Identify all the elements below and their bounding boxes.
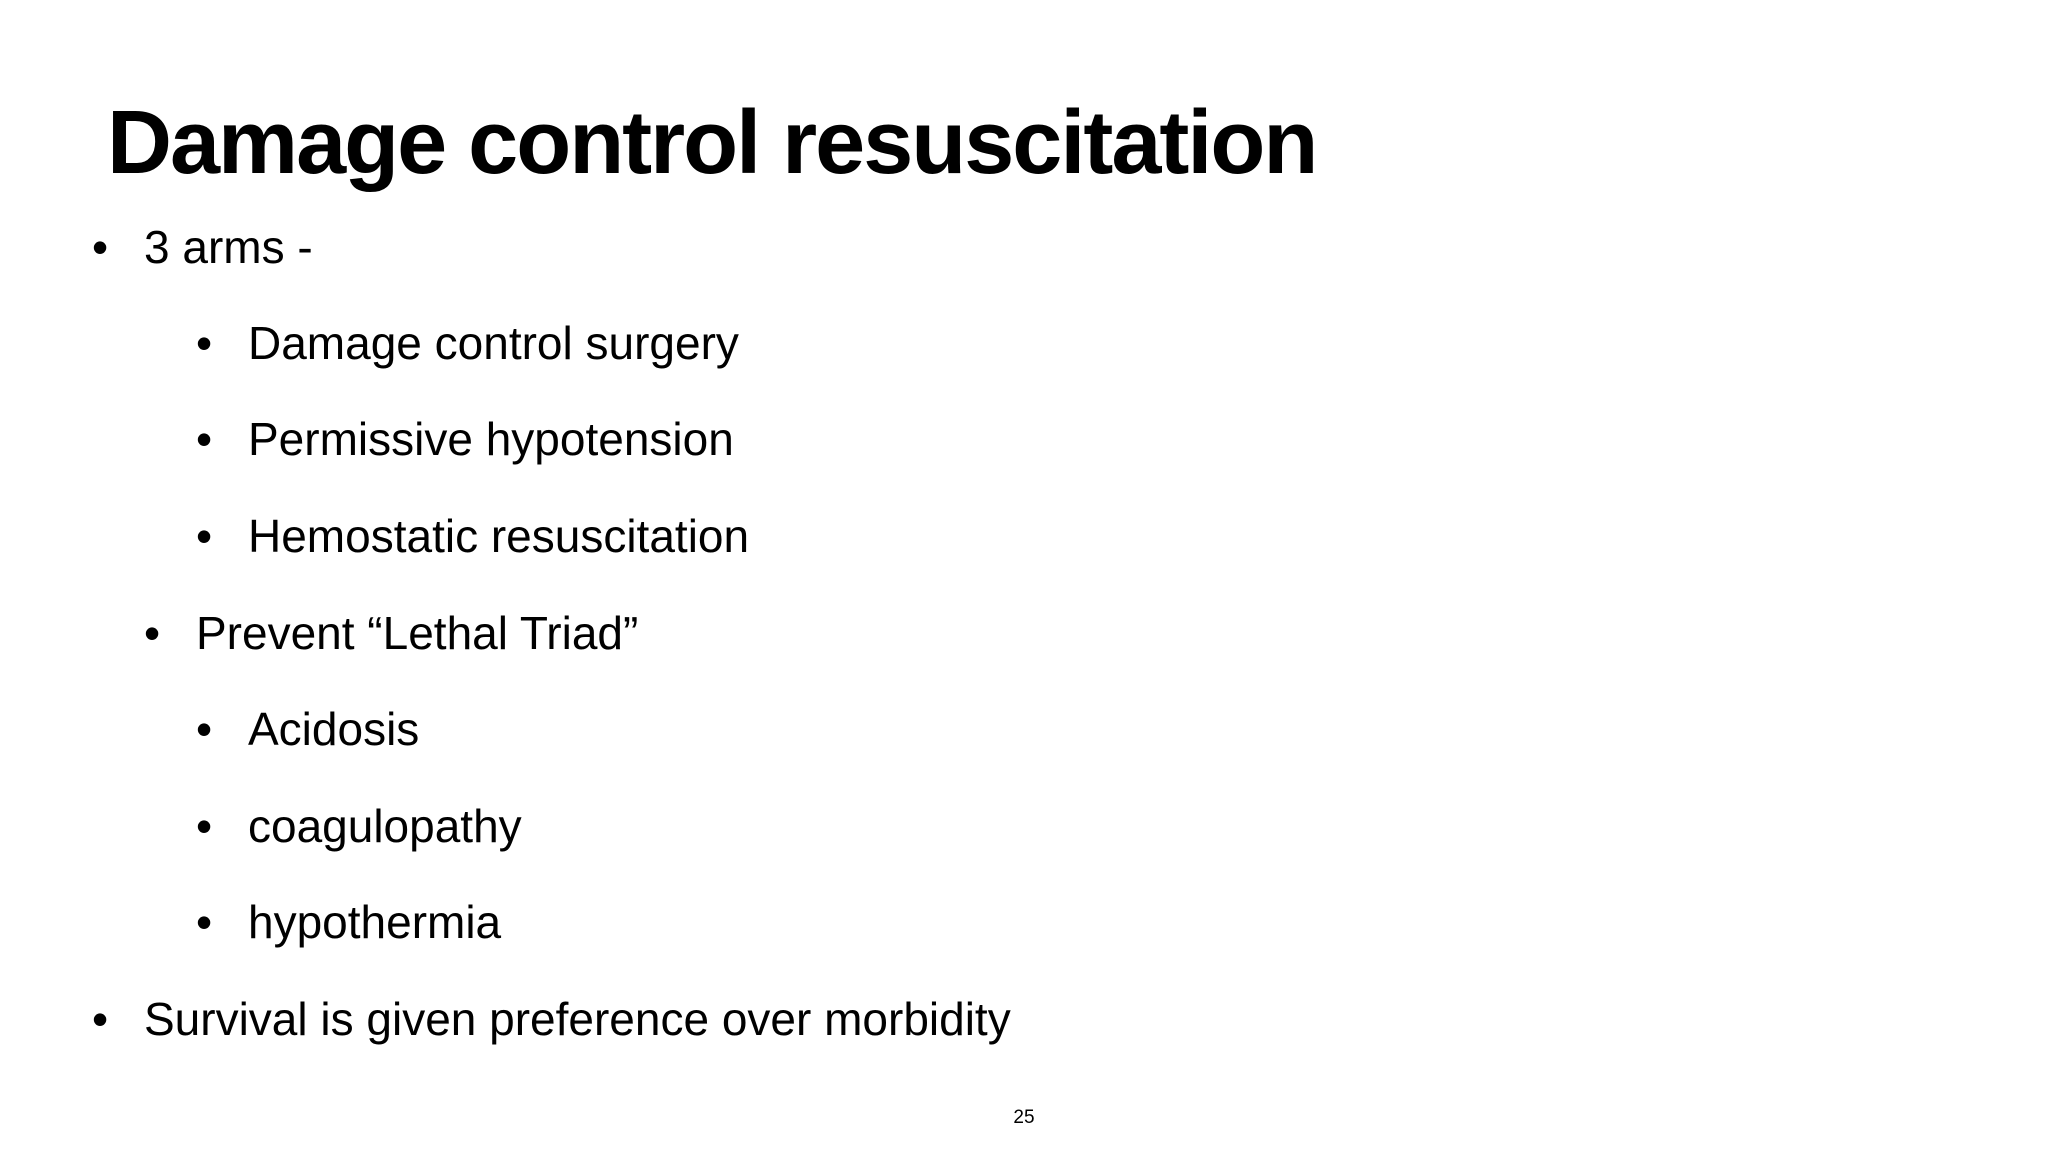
- bullet-text: Survival is given preference over morbidity: [144, 993, 1011, 1045]
- bullet-dot: •: [92, 993, 109, 1045]
- bullet-dot: •: [196, 317, 213, 369]
- bullet-item: [144, 606, 638, 661]
- bullet-item: [196, 702, 419, 757]
- bullet-text: Acidosis: [248, 703, 420, 755]
- bullet-text: Permissive hypotension: [248, 413, 734, 465]
- bullet-item: [196, 412, 734, 467]
- bullet-dot: •: [144, 607, 161, 659]
- bullet-dot: •: [196, 800, 213, 852]
- page-number: 25: [1013, 1107, 1035, 1128]
- bullet-dot: •: [92, 221, 109, 273]
- bullet-dot: •: [196, 896, 213, 948]
- bullet-text: 3 arms -: [144, 221, 313, 273]
- bullet-item: [196, 509, 749, 564]
- bullet-dot: •: [196, 510, 213, 562]
- bullet-text: Prevent “Lethal Triad”: [196, 607, 639, 659]
- bullet-text: Hemostatic resuscitation: [248, 510, 750, 562]
- bullet-item: [196, 799, 522, 854]
- bullet-dot: •: [196, 703, 213, 755]
- bullet-text: coagulopathy: [248, 800, 522, 852]
- bullet-item: [196, 895, 501, 950]
- bullet-item: [92, 220, 313, 275]
- bullet-item: [196, 316, 739, 371]
- bullet-item: [92, 992, 1011, 1047]
- bullet-text: Damage control surgery: [248, 317, 739, 369]
- bullet-dot: •: [196, 413, 213, 465]
- bullet-text: hypothermia: [248, 896, 502, 948]
- slide-title: Damage control resuscitation: [107, 93, 1317, 193]
